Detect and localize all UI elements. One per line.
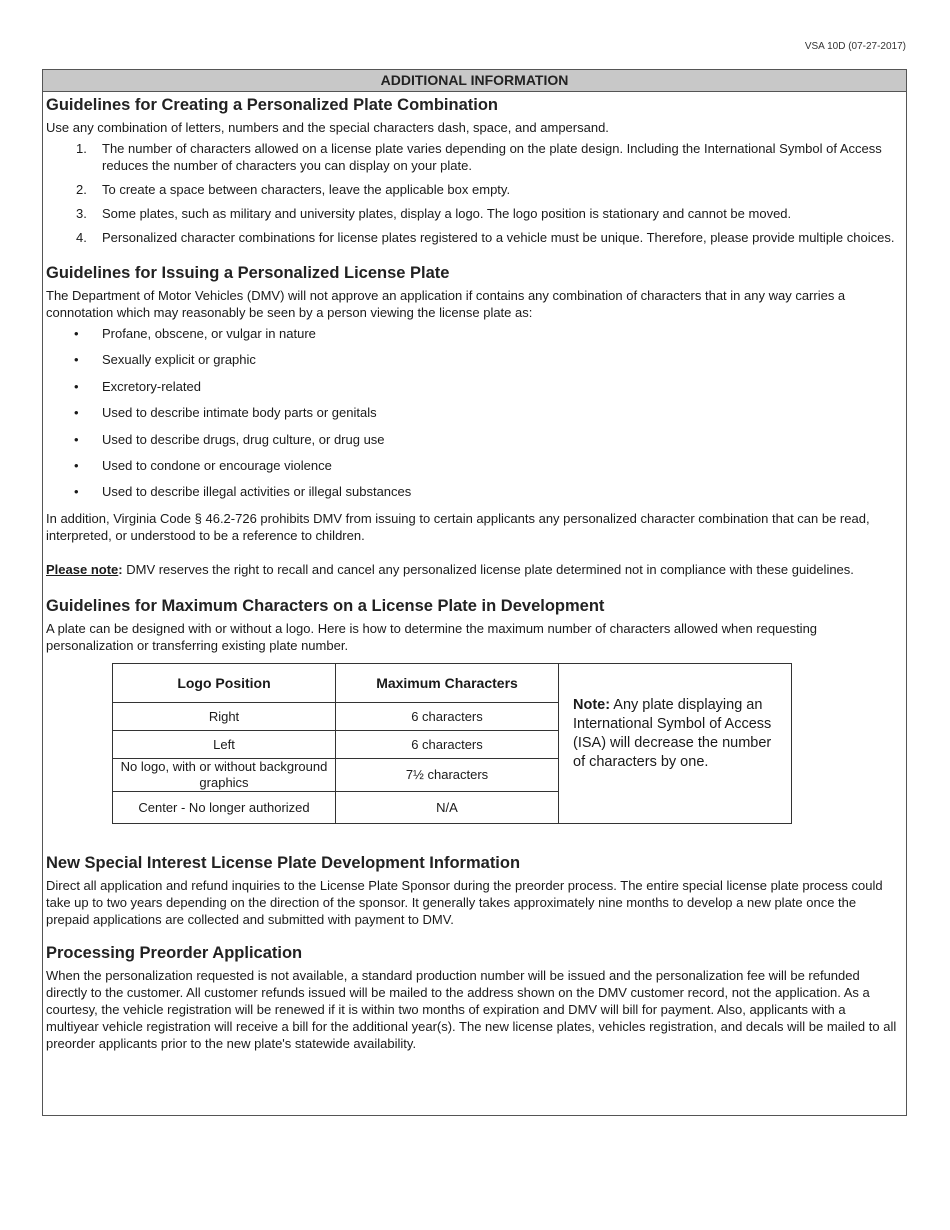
bullet-icon: • (74, 326, 79, 341)
table-cell: No logo, with or without background graphics (113, 758, 336, 791)
table-cell: 6 characters (336, 702, 559, 730)
list-item (46, 457, 900, 474)
please-note-label: Please note (46, 561, 119, 577)
table-cell: 7½ characters (336, 758, 559, 791)
list-text: Used to describe illegal activities or illegal substances (102, 484, 412, 500)
section-intro-issuing-plate: The Department of Motor Vehicles (DMV) will not approve an application if contains any combination of characters that in any way carries a connotation which may reasonably be seen by a person viewing the license plate as: (46, 288, 846, 320)
list-number: 1. (76, 141, 87, 156)
list-item (46, 431, 900, 448)
form-id: VSA 10D (07-27-2017) (804, 41, 906, 52)
section-body-development-info: Direct all application and refund inquiries to the License Plate Sponsor during the preorder process. The entire special license plate process could take up to two years depending on the direction of the sponsor. It generally takes approximately nine months to develop a new plate once the prepaid applications are collected and submitted with payment to DMV. (46, 877, 883, 927)
isa-note-label: Note: (573, 696, 611, 713)
bullet-list-prohibited (46, 325, 900, 500)
list-item (46, 140, 900, 174)
list-item (46, 483, 900, 500)
please-note-paragraph (46, 561, 900, 578)
panel-header: ADDITIONAL INFORMATION (43, 70, 906, 92)
isa-note-cell (559, 663, 792, 823)
list-text: Personalized character combinations for license plates registered to a vehicle must be unique. Therefore, please provide multiple choices. (102, 230, 895, 245)
section-intro-max-characters: A plate can be designed with or without a logo. Here is how to determine the maximum number of characters allowed when requesting personalization or transferring existing plate number. (46, 620, 818, 653)
table-cell: Right (113, 702, 336, 730)
table-cell: 6 characters (336, 730, 559, 758)
list-item (46, 181, 900, 198)
column-header-logo-position: Logo Position (113, 663, 336, 702)
max-characters-table (112, 663, 792, 824)
bullet-icon: • (74, 484, 79, 500)
list-item (46, 404, 900, 421)
list-item (46, 378, 900, 395)
list-item (46, 351, 900, 368)
bullet-icon: • (74, 457, 79, 473)
list-text: Excretory-related (102, 378, 201, 394)
additional-information-panel (42, 69, 907, 1116)
list-text: Used to describe drugs, drug culture, or drug use (102, 431, 385, 447)
table-cell: N/A (336, 791, 559, 823)
list-item (46, 229, 900, 246)
virginia-code-paragraph: In addition, Virginia Code § 46.2-726 prohibits DMV from issuing to certain applicants any personalized character combination that can be read, interpreted, or understood to be a reference to children. (46, 510, 870, 543)
section-body-preorder: When the personalization requested is not available, a standard production number will be issued and the personalization fee will be refunded directly to the customer. All customer refunds issued will be mailed to the address shown on the DMV customer record, not the application. As a courtesy, the vehicle registration will be renewed if it is within two months of expiration and DMV will bill for payment. Also, applicants with a multiyear vehicle registration will receive a bill for the additional year(s). The new license plates, vehicles registration, and decals will be mailed to all preorder applicants prior to the new plate's statewide availability. (46, 967, 897, 1051)
list-text: Used to condone or encourage violence (102, 457, 332, 473)
list-text: Some plates, such as military and university plates, display a logo. The logo position is stationary and cannot be moved. (102, 206, 792, 221)
section-title-preorder: Processing Preorder Application (46, 943, 303, 962)
table-cell: Center - No longer authorized (113, 791, 336, 823)
panel-content (43, 92, 906, 1052)
isa-note-text: Any plate displaying an International Symbol of Access (ISA) will decrease the number of characters by one. (573, 696, 772, 770)
bullet-icon: • (74, 378, 79, 394)
bullet-icon: • (74, 405, 79, 421)
list-text: Profane, obscene, or vulgar in nature (102, 326, 316, 341)
please-note-text: DMV reserves the right to recall and cancel any personalized license plate determined not in compliance with these guidelines. (122, 561, 854, 577)
column-header-max-characters: Maximum Characters (336, 663, 559, 702)
list-number: 4. (76, 230, 87, 245)
numbered-list-creating-plate (46, 140, 900, 246)
please-note-colon: : (118, 561, 123, 577)
list-text: The number of characters allowed on a license plate varies depending on the plate design. Including the International Symbol of Access reduces the number of characters you can display on your plate. (102, 141, 882, 173)
list-number: 2. (76, 182, 87, 197)
section-title-creating-plate: Guidelines for Creating a Personalized Plate Combination (46, 96, 499, 114)
list-text: Used to describe intimate body parts or genitals (102, 405, 377, 421)
section-title-development-info: New Special Interest License Plate Development Information (46, 853, 521, 872)
list-text: To create a space between characters, leave the applicable box empty. (102, 182, 511, 197)
table-cell: Left (113, 730, 336, 758)
section-title-issuing-plate: Guidelines for Issuing a Personalized License Plate (46, 264, 450, 282)
list-item (46, 205, 900, 222)
bullet-icon: • (74, 431, 79, 447)
bullet-icon: • (74, 352, 79, 368)
section-intro-creating-plate: Use any combination of letters, numbers and the special characters dash, space, and ampersand. (46, 120, 609, 135)
list-text: Sexually explicit or graphic (102, 352, 256, 368)
list-number: 3. (76, 206, 87, 221)
section-title-max-characters: Guidelines for Maximum Characters on a License Plate in Development (46, 596, 605, 615)
list-item (46, 325, 900, 342)
table-header-row (113, 663, 792, 702)
